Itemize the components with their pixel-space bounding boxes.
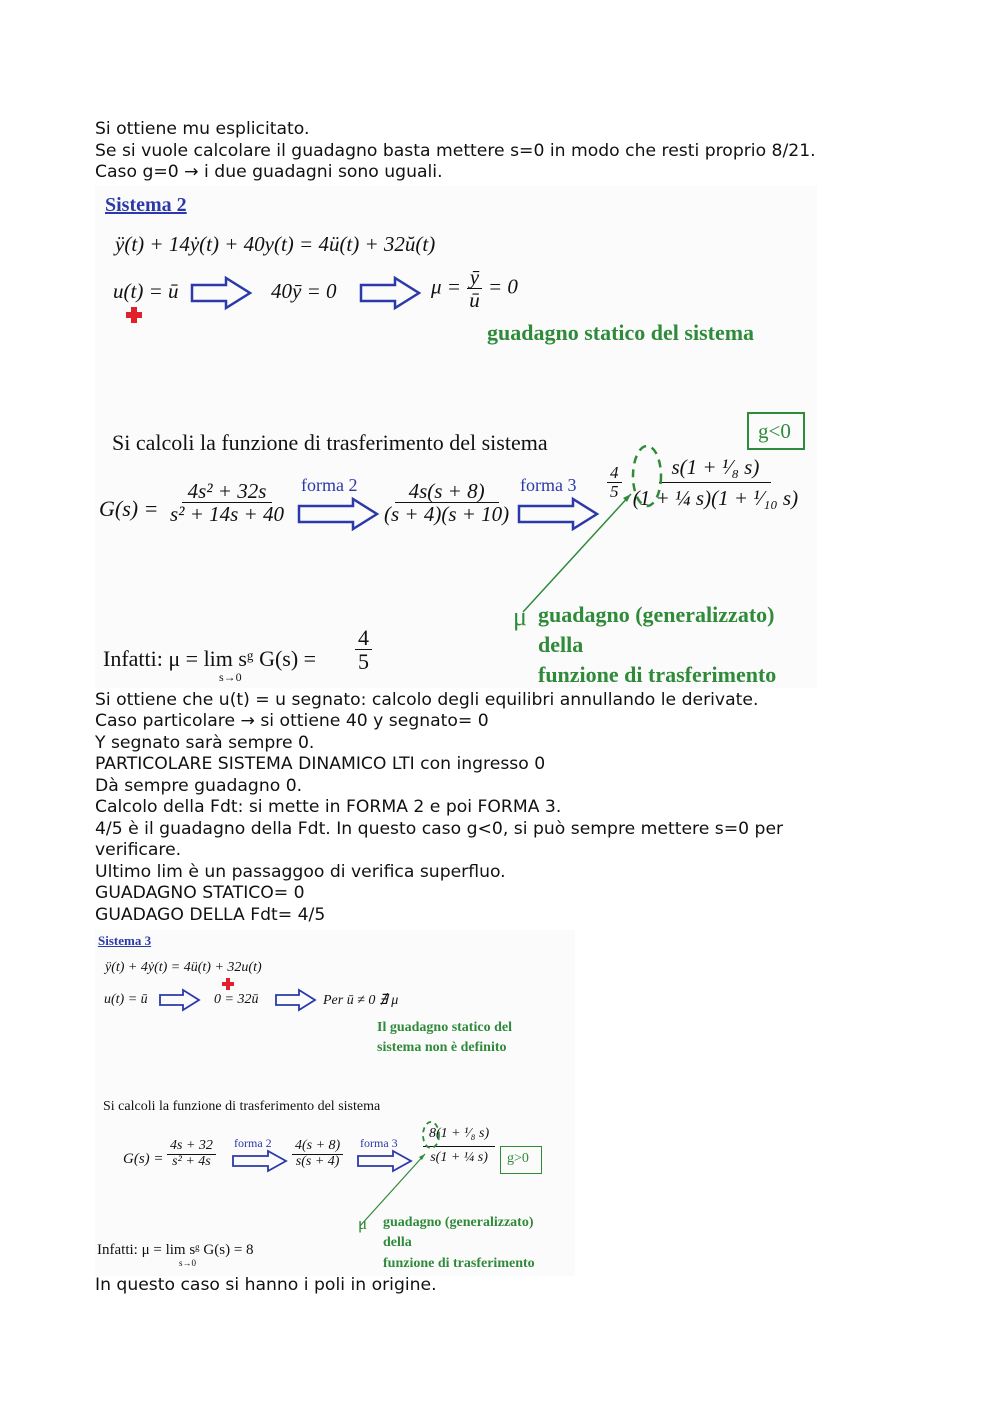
paragraph-line: 4/5 è il guadagno della Fdt. In questo caso g<0, si può sempre mettere s=0 per [95,819,784,839]
implication-arrow-icon [275,989,317,1011]
figure-sistema-3 [95,930,575,1276]
differential-equation: ÿ(t) + 14ẏ(t) + 40y(t) = 4ü(t) + 32ŭ(t) [115,232,436,256]
limit-result: $\frac{4}{5}$ [355,626,372,673]
sign-badge: g<0 [747,412,805,450]
forma-2-arrow-icon [232,1150,288,1172]
transfer-function-label: G(s) = [99,496,159,521]
implication-arrow-icon [359,276,421,310]
limit-subscript: s→0 [219,670,242,684]
tf-forma-3: $\frac{\text{8(1 + ¹⁄₈ s)}}{\text{s(1 + ¼ s)}}$ [423,1123,495,1169]
tf-heading: Si calcoli la funzione di trasferimento del sistema [112,430,548,455]
paragraph-line: Si ottiene che u(t) = u segnato: calcolo degli equilibri annullando le derivate. [95,690,759,710]
tf-forma-3: $\frac{4}{5}$ $\frac{\text{s(1 + ¹⁄₈ s)}}{\text{(1 + ¼ s)(1 + ¹⁄₁₀ s)}}$ [607,452,804,513]
implication-arrow-icon [159,989,201,1011]
paragraph-line: Caso particolare → si ottiene 40 y segnato= 0 [95,711,489,731]
limit-subscript: s→0 [179,1258,197,1268]
limit-verification: Infatti: μ = lim sᵍ G(s) = [103,646,317,671]
forma-2-label: forma 2 [301,475,358,495]
nonexistence-condition: Per ū ≠ 0 ∄ μ [323,993,399,1008]
generalized-gain-label: guadagno (generalizzato) [383,1215,534,1230]
static-gain-label: guadagno statico del sistema [487,320,755,345]
differential-equation: ÿ(t) + 4ẏ(t) = 4ü(t) + 32u(t) [105,960,262,975]
forma-3-label: forma 3 [360,1136,398,1150]
undefined-gain-label: Il guadagno statico del [377,1020,512,1035]
input-definition: u(t) = ū [113,279,179,303]
undefined-gain-label: sistema non è definito [377,1040,507,1055]
paragraph-line: Dà sempre guadagno 0. [95,776,303,796]
transfer-function-label: G(s) = [123,1151,164,1167]
forma-3-label: forma 3 [520,475,577,495]
paragraph-line: Calcolo della Fdt: si mette in FORMA 2 e poi FORMA 3. [95,797,562,817]
paragraph-line: GUADAGO DELLA Fdt= 4/5 [95,905,326,925]
red-cross-icon [222,978,234,990]
gain-highlight-icon [421,1120,441,1150]
figure-title: Sistema 3 [98,933,152,948]
limit-verification: Infatti: μ = lim sᵍ G(s) = 8 [97,1242,254,1258]
implication-arrow-icon [190,276,252,310]
generalized-gain-label: funzione di trasferimento [383,1256,535,1271]
paragraph-line: Ultimo lim è un passaggoo di verifica superfluo. [95,862,506,882]
static-gain-formula: μ = $\frac{ȳ}{ū}$ = 0 [431,265,518,313]
mu-symbol: μ [513,602,527,631]
tf-forma-2: $\frac{4s(s + 8)}{(s + 4)(s + 10)}$ [384,479,510,527]
generalized-gain-label: della [538,632,584,657]
input-definition: u(t) = ū [104,992,148,1007]
generalized-gain-label: della [383,1235,412,1250]
red-cross-icon [125,306,143,324]
equilibrium-equation: 40ȳ = 0 [271,279,337,303]
generalized-gain-label: guadagno (generalizzato) [538,602,775,627]
mu-symbol: μ [358,1214,368,1233]
tf-forma-2: $\frac{4(s + 8)}{s(s + 4)}$ [292,1139,343,1169]
tf-polynomial-form: $\frac{4s + 32}{\text{s² + 4s}}$ [167,1139,216,1169]
figure-title: Sistema 2 [105,194,187,216]
paragraph-line: PARTICOLARE SISTEMA DINAMICO LTI con ingresso 0 [95,754,546,774]
equilibrium-equation: 0 = 32ū [214,992,259,1007]
paragraph-line: GUADAGNO STATICO= 0 [95,883,305,903]
paragraph-line: In questo caso si hanno i poli in origine. [95,1275,437,1295]
tf-heading: Si calcoli la funzione di trasferimento del sistema [103,1099,381,1114]
paragraph-line: verificare. [95,840,182,860]
forma-2-arrow-icon [297,497,379,531]
paragraph-line: Y segnato sarà sempre 0. [95,733,315,753]
paragraph-line: Caso g=0 → i due guadagni sono uguali. [95,162,443,182]
pointer-line-icon [519,486,639,616]
tf-polynomial-form: $\frac{\text{4s² + 32s}}{\text{s² + 14s + 40}}$ [170,479,284,527]
figure-sistema-2 [95,186,817,688]
generalized-gain-label: funzione di trasferimento [538,662,777,687]
paragraph-line: Si ottiene mu esplicitato. [95,119,310,139]
sign-badge: g>0 [500,1146,542,1174]
paragraph-line: Se si vuole calcolare il guadagno basta mettere s=0 in modo che resti proprio 8/21. [95,141,816,161]
forma-2-label: forma 2 [234,1136,272,1150]
